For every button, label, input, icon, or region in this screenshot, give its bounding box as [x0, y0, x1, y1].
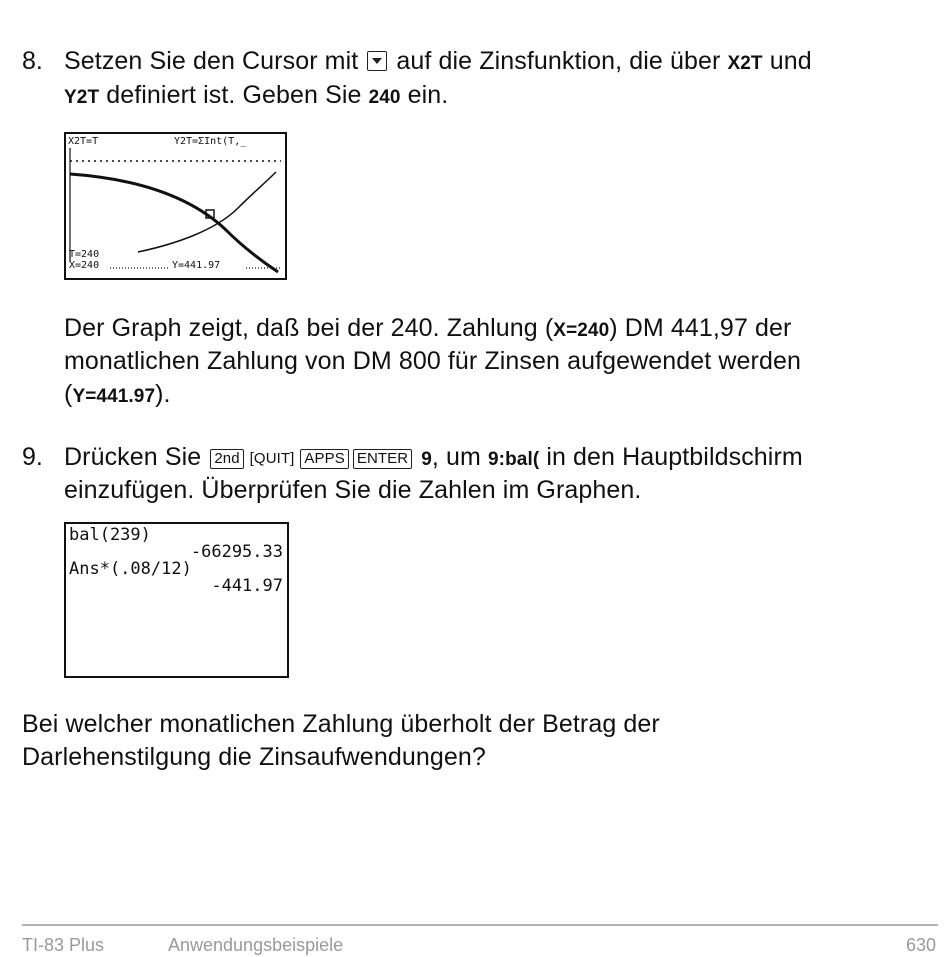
graph-decreasing-curve	[70, 174, 278, 272]
footer-page-number: 630	[905, 935, 936, 955]
step-8-text-d: definiert ist. Geben Sie	[106, 81, 362, 109]
question-line-2: Darlehenstilgung die Zinsaufwendungen?	[22, 743, 486, 771]
key-2nd: 2nd	[210, 449, 243, 469]
step-8-line-2	[64, 79, 448, 114]
keyword-9: 9	[421, 449, 432, 470]
graph-top-right-label: Y2T=ΣInt(T,_	[174, 136, 247, 147]
step-9-number: 9.	[22, 443, 43, 471]
caption-text-c: (	[64, 380, 73, 408]
home-line-4: -441.97	[211, 576, 283, 596]
step-8-line-1	[64, 45, 812, 80]
key-enter: ENTER	[353, 449, 412, 469]
keyword-bal: 9:bal(	[487, 449, 540, 470]
keyword-x2t: X2T	[727, 53, 763, 74]
graph-screen	[64, 132, 287, 280]
keyword-y2t: Y2T	[64, 87, 100, 108]
graph-y-label: Y=441.97	[172, 260, 221, 271]
step-9-text-b: , um	[431, 443, 481, 471]
caption-text-d: ).	[155, 380, 171, 408]
home-line-1: bal(239)	[69, 525, 151, 545]
graph-caption-line-3	[64, 378, 171, 413]
footer-section: Anwendungsbeispiele	[168, 935, 344, 955]
home-line-2: -66295.33	[190, 542, 283, 562]
key-quit: [QUIT]	[249, 450, 295, 467]
key-apps: APPS	[300, 449, 348, 469]
footer-product: TI-83 Plus	[22, 935, 105, 955]
step-8-number: 8.	[22, 47, 43, 75]
question-line-1: Bei welcher monatlichen Zahlung überholt der Betrag der	[22, 710, 660, 738]
graph-increasing-curve	[138, 172, 276, 252]
graph-x-label: X=240	[69, 260, 100, 271]
step-9-text-a: Drücken Sie	[64, 443, 202, 471]
graph-plot	[66, 134, 285, 278]
graph-caption-line-1	[64, 312, 791, 347]
keyword-240: 240	[368, 87, 401, 108]
step-9-text-c: in den Hauptbildschirm	[546, 443, 803, 471]
step-8-text-b: auf die Zinsfunktion, die über	[396, 47, 721, 75]
home-screen	[64, 522, 289, 678]
step-9-line-2: einzufügen. Überprüfen Sie die Zahlen im Graphen.	[64, 476, 642, 504]
step-9-line-1	[64, 441, 803, 476]
home-line-3: Ans*(.08/12)	[69, 559, 192, 579]
step-8-text-a: Setzen Sie den Cursor mit	[64, 47, 359, 75]
down-arrow-key-icon	[367, 51, 387, 71]
keyword-y-441: Y=441.97	[72, 386, 156, 407]
footer-divider	[22, 924, 938, 926]
keyword-x-240: X=240	[553, 320, 610, 341]
step-8-text-e: ein.	[407, 81, 449, 109]
graph-t-label: T=240	[69, 249, 100, 260]
caption-text-b: ) DM 441,97 der	[609, 314, 792, 342]
graph-top-left-label: X2T=T	[68, 136, 99, 147]
step-8-text-c: und	[769, 47, 812, 75]
graph-caption-line-2: monatlichen Zahlung von DM 800 für Zinsen aufgewendet werden	[64, 347, 801, 375]
caption-text-a: Der Graph zeigt, daß bei der 240. Zahlung (	[64, 314, 554, 342]
